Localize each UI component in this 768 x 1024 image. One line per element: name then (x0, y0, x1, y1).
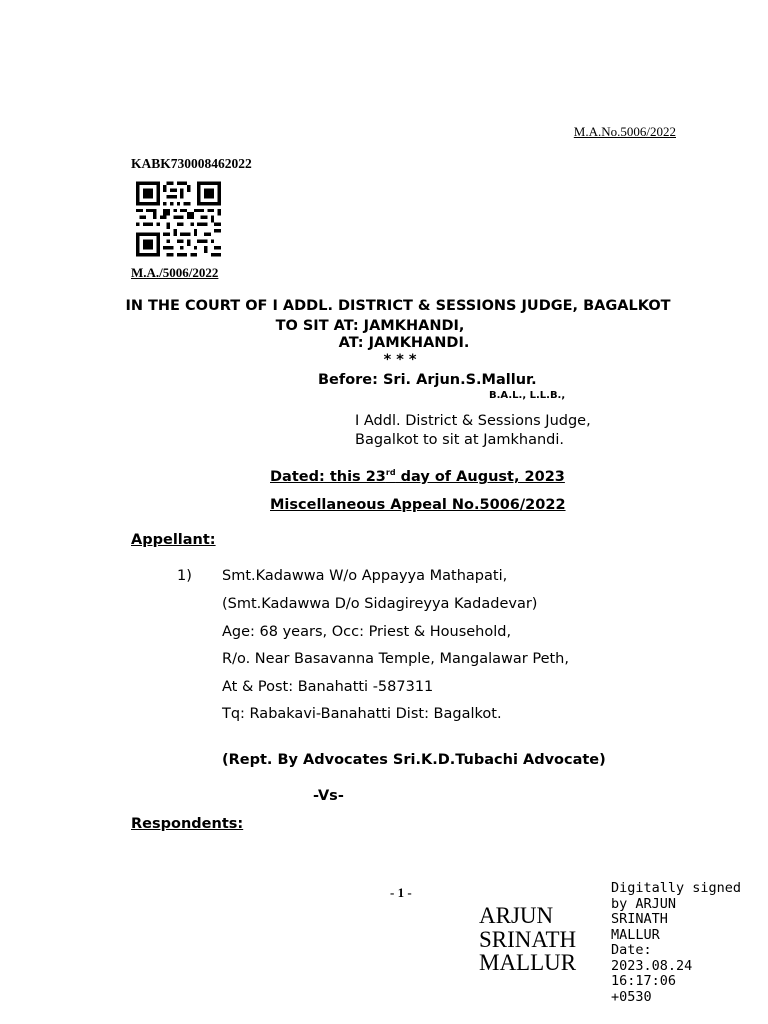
date-prefix: Dated: this 23 (270, 469, 386, 485)
case-code: KABK730008462022 (131, 156, 252, 171)
appellant-detail-line: (Smt.Kadawwa D/o Sidagireyya Kadadevar) (222, 596, 538, 612)
judge-qualifications: B.A.L., L.L.B., (489, 390, 566, 401)
appellant-detail-line: Tq: Rabakavi-Banahatti Dist: Bagalkot. (222, 706, 502, 722)
date-ordinal: rd (385, 468, 396, 477)
appellant-number: 1) (177, 568, 192, 584)
date-suffix: day of August, 2023 (395, 469, 565, 485)
court-title-line-3: AT: JAMKHANDI. (338, 335, 470, 351)
appellant-detail-line: Smt.Kadawwa W/o Appayya Mathapati, (222, 568, 508, 584)
case-reference-top: M.A.No.5006/2022 (573, 124, 676, 139)
judge-name: Before: Sri. Arjun.S.Mallur. (318, 372, 537, 388)
respondents-heading: Respondents: (131, 816, 244, 832)
appellant-advocate: (Rept. By Advocates Sri.K.D.Tubachi Advocate) (222, 752, 606, 768)
appellant-detail-line: Age: 68 years, Occ: Priest & Household, (222, 624, 512, 640)
appellant-detail-line: R/o. Near Basavanna Temple, Mangalawar Peth, (222, 651, 569, 667)
versus-separator: -Vs- (313, 788, 344, 804)
judge-designation-line-2: Bagalkot to sit at Jamkhandi. (355, 432, 565, 448)
ma-reference: M.A./5006/2022 (131, 265, 219, 280)
digital-signature-details: Digitally signed by ARJUN SRINATH MALLUR Date: 2023.08.24 16:17:06 +0530 (611, 880, 742, 1005)
judgment-date (270, 469, 565, 485)
court-title-line-2: TO SIT AT: JAMKHANDI, (275, 318, 465, 334)
digital-signer-name: ARJUN SRINATH MALLUR (479, 903, 577, 975)
court-title-line-1: IN THE COURT OF I ADDL. DISTRICT & SESSIONS JUDGE, BAGALKOT (125, 298, 671, 314)
appeal-number: Miscellaneous Appeal No.5006/2022 (270, 497, 566, 513)
judge-designation-line-1: I Addl. District & Sessions Judge, (355, 413, 591, 429)
appellant-heading: Appellant: (131, 532, 216, 548)
page-number: - 1 - (390, 885, 412, 900)
qr-code-icon (136, 181, 221, 257)
appellant-detail-line: At & Post: Banahatti -587311 (222, 679, 434, 695)
separator-stars: * * * (383, 352, 417, 368)
